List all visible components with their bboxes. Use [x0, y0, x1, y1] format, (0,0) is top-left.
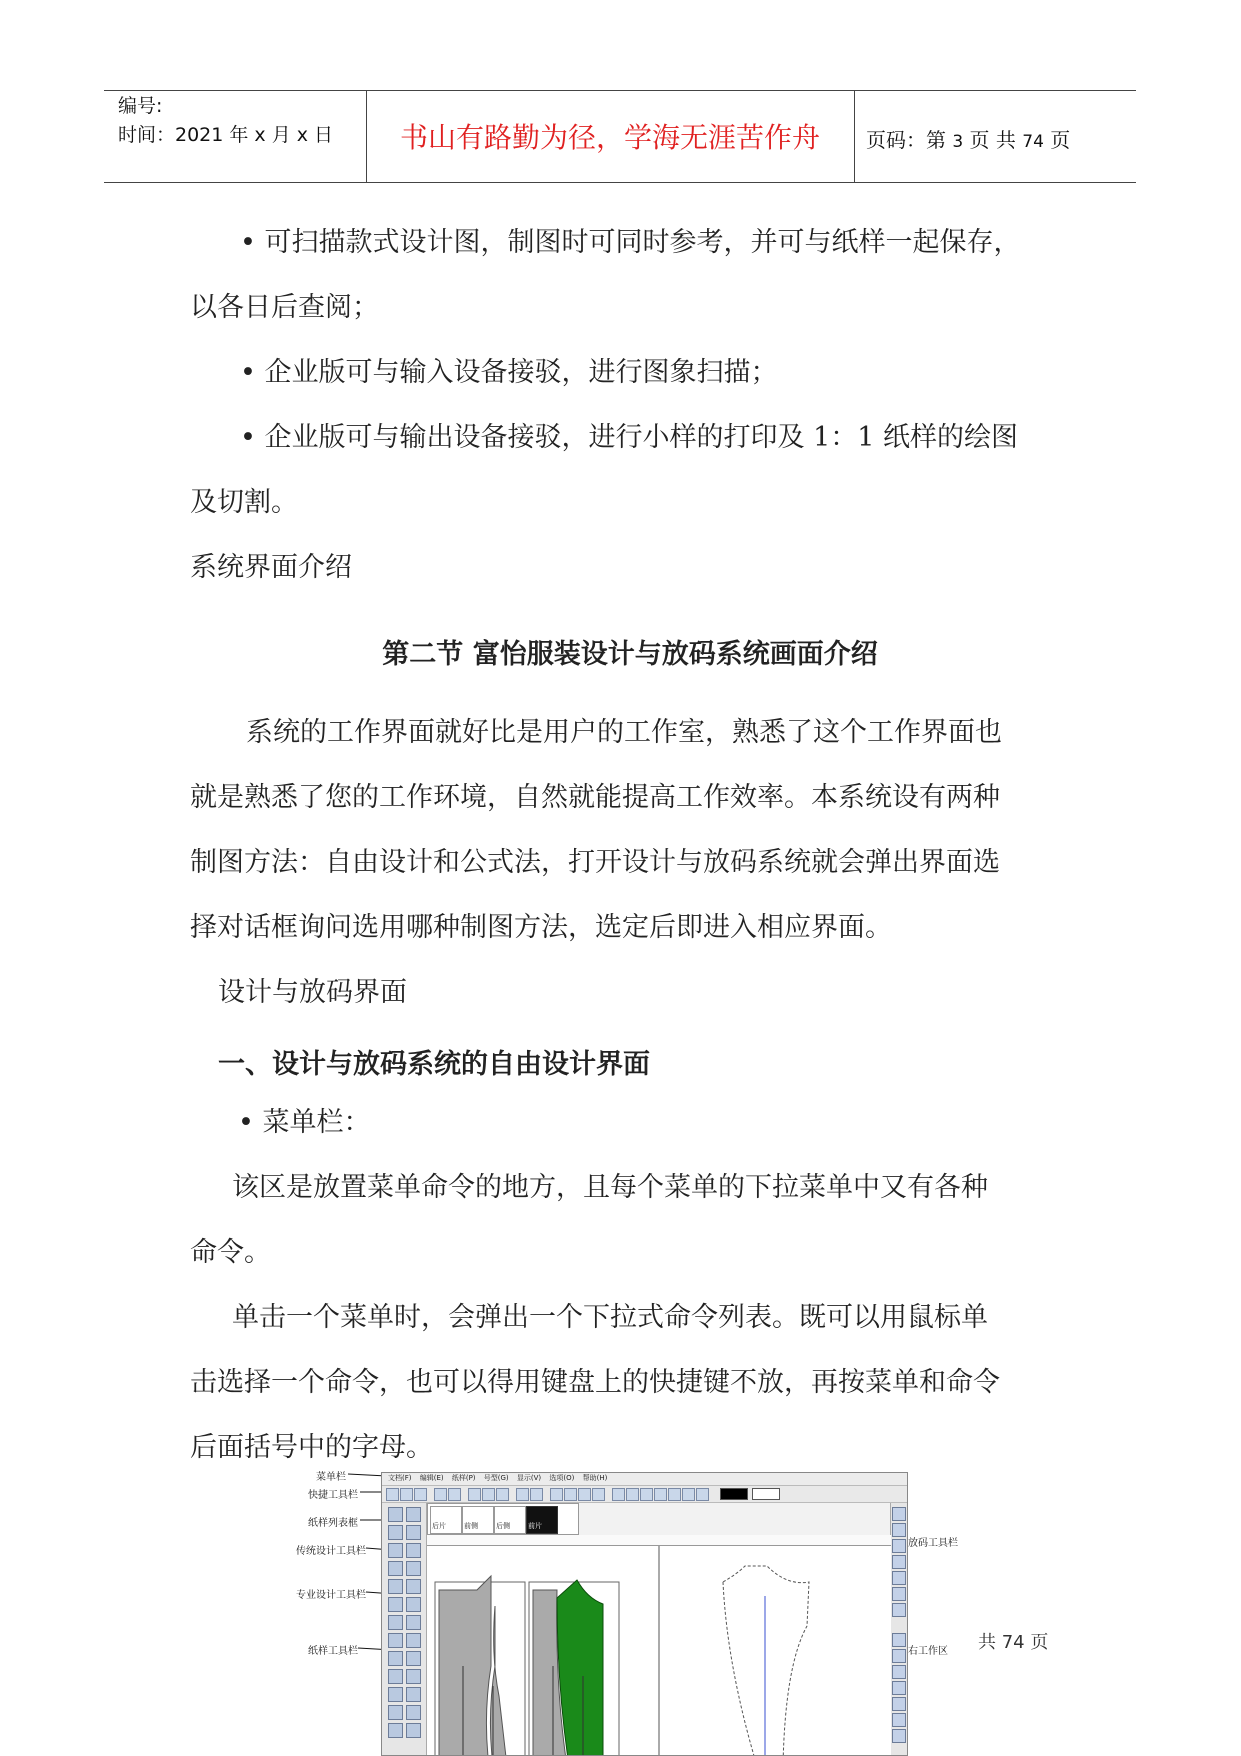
label-menubar: 菜单栏: [316, 1472, 346, 1483]
para1-line3: 制图方法：自由设计和公式法，打开设计与放码系统就会弹出界面选: [190, 847, 1000, 878]
tool-icon[interactable]: [668, 1488, 681, 1501]
undo-icon[interactable]: [434, 1488, 447, 1501]
app-piece-list: [427, 1503, 579, 1535]
label-piece-list: 纸样列表框: [308, 1518, 358, 1529]
app-grading-toolbar: [890, 1503, 907, 1756]
tool-icon[interactable]: [388, 1687, 403, 1702]
tool-icon[interactable]: [468, 1488, 481, 1501]
tool-icon[interactable]: [612, 1488, 625, 1501]
header-motto: 书山有路勤为径，学海无涯苦作舟: [399, 121, 820, 154]
design-ui-label: 设计与放码界面: [218, 977, 407, 1008]
grading-tool-icon[interactable]: [892, 1523, 906, 1537]
app-work-area: [427, 1546, 891, 1756]
pattern-drawing: [427, 1546, 891, 1756]
menu-pattern[interactable]: 纸样(P): [451, 1474, 476, 1482]
grading-tool-icon[interactable]: [892, 1571, 906, 1585]
grading-tool-icon[interactable]: [892, 1603, 906, 1617]
tool-icon[interactable]: [406, 1543, 421, 1558]
tool-icon[interactable]: [682, 1488, 695, 1501]
footer-suffix: 页: [1030, 1632, 1049, 1653]
menu-view[interactable]: 显示(V): [516, 1474, 542, 1482]
new-icon[interactable]: [386, 1488, 399, 1501]
footer-prefix: 共: [978, 1632, 996, 1653]
tool-icon[interactable]: [406, 1615, 421, 1630]
tool-icon[interactable]: [550, 1488, 563, 1501]
app-quick-toolbar: [382, 1486, 907, 1503]
grading-tool-icon[interactable]: [892, 1713, 906, 1727]
heading-free-design: 一、设计与放码系统的自由设计界面: [218, 1049, 650, 1080]
tool-icon[interactable]: [406, 1579, 421, 1594]
tool-icon[interactable]: [406, 1561, 421, 1576]
piece-thumb[interactable]: [430, 1506, 462, 1534]
page-total: 74: [1022, 132, 1044, 152]
tool-icon[interactable]: [496, 1488, 509, 1501]
page-prefix: 页码：第: [866, 128, 946, 152]
para1-line4: 择对话框询问选用哪种制图方法，选定后即进入相应界面。: [190, 912, 892, 943]
para3-line2: 击选择一个命令，也可以得用键盘上的快捷键不放，再按菜单和命令: [190, 1367, 1000, 1398]
bullet-output-cont: 及切割。: [190, 487, 298, 518]
grading-tool-icon[interactable]: [892, 1649, 906, 1663]
graded-pattern-outline: [723, 1566, 809, 1756]
menu-options[interactable]: 选项(O): [549, 1474, 575, 1482]
grading-tool-icon[interactable]: [892, 1587, 906, 1601]
grading-tool-icon[interactable]: [892, 1507, 906, 1521]
header-bottom-rule: [104, 182, 1136, 183]
para3-line1: 单击一个菜单时，会弹出一个下拉式命令列表。既可以用鼠标单: [232, 1302, 988, 1333]
save-icon[interactable]: [414, 1488, 427, 1501]
line-style-select[interactable]: [752, 1488, 780, 1500]
para1-line2: 就是熟悉了您的工作环境，自然就能提高工作效率。本系统设有两种: [190, 782, 1000, 813]
zoom-icon[interactable]: [388, 1507, 403, 1522]
label-right-work: 右工作区: [908, 1646, 948, 1657]
tool-icon[interactable]: [388, 1651, 403, 1666]
pattern-piece-front: [557, 1580, 603, 1756]
line-color-select[interactable]: [720, 1488, 748, 1500]
app-menubar: [382, 1473, 907, 1486]
label-quick-toolbar: 快捷工具栏: [308, 1490, 358, 1501]
page-current: 3: [952, 132, 964, 152]
grading-tool-icon[interactable]: [892, 1555, 906, 1569]
grading-tool-icon[interactable]: [892, 1681, 906, 1695]
tool-icon[interactable]: [388, 1579, 403, 1594]
bullet-scan-cont: 以各日后查阅；: [190, 292, 379, 323]
section-title: 第二节 富怡服装设计与放码系统画面介绍: [382, 639, 878, 670]
menu-help[interactable]: 帮助(H): [582, 1474, 608, 1482]
bullet-scan: • 可扫描款式设计图，制图时可同时参考，并可与纸样一起保存，: [240, 227, 1021, 258]
menu-file[interactable]: 文档(F): [388, 1474, 412, 1482]
footer-total: 74: [1001, 1632, 1025, 1653]
header-divider-left: [366, 90, 367, 183]
select-icon[interactable]: [406, 1507, 421, 1522]
software-window: [381, 1472, 908, 1756]
tool-icon[interactable]: [388, 1705, 403, 1720]
tool-icon[interactable]: [564, 1488, 577, 1501]
bullet-output: • 企业版可与输出设备接驳，进行小样的打印及 1：1 纸样的绘图: [240, 422, 1019, 453]
tool-icon[interactable]: [388, 1669, 403, 1684]
grading-tool-icon[interactable]: [892, 1729, 906, 1743]
label-grading-toolbar: 放码工具栏: [908, 1538, 958, 1549]
tool-icon[interactable]: [640, 1488, 653, 1501]
tool-icon[interactable]: [578, 1488, 591, 1501]
tool-icon[interactable]: [388, 1633, 403, 1648]
tool-icon[interactable]: [406, 1525, 421, 1540]
tool-icon[interactable]: [406, 1705, 421, 1720]
tool-icon[interactable]: [482, 1488, 495, 1501]
piece-name: 后片: [432, 1522, 446, 1530]
menu-edit[interactable]: 编辑(E): [419, 1474, 444, 1482]
page-mid: 页 共: [969, 128, 1016, 152]
piece-thumb[interactable]: [494, 1506, 526, 1534]
piece-thumb[interactable]: [462, 1506, 494, 1534]
app-ruler: [427, 1535, 891, 1546]
para1-line1: 系统的工作界面就好比是用户的工作室，熟悉了这个工作界面也: [246, 717, 1002, 748]
menubar-bullet: • 菜单栏：: [238, 1107, 371, 1138]
system-intro: 系统界面介绍: [190, 552, 352, 583]
header-meta: [118, 92, 333, 150]
grading-tool-icon[interactable]: [892, 1633, 906, 1647]
menu-size[interactable]: 号型(G): [483, 1474, 509, 1482]
tool-icon[interactable]: [388, 1615, 403, 1630]
tool-icon[interactable]: [406, 1687, 421, 1702]
tool-icon[interactable]: [388, 1723, 403, 1738]
tool-icon[interactable]: [530, 1488, 543, 1501]
label-pattern-toolbar: 纸样工具栏: [308, 1646, 358, 1657]
para2-line2: 命令。: [190, 1237, 271, 1268]
tool-icon[interactable]: [592, 1488, 605, 1501]
piece-name: 后侧: [496, 1522, 510, 1530]
header-divider-right: [854, 90, 855, 183]
tool-icon[interactable]: [406, 1597, 421, 1612]
grading-tool-icon[interactable]: [892, 1665, 906, 1679]
label-traditional-toolbar: 传统设计工具栏: [296, 1546, 366, 1557]
tool-icon[interactable]: [406, 1723, 421, 1738]
tool-icon[interactable]: [388, 1561, 403, 1576]
header-top-rule: [104, 90, 1136, 91]
piece-name: 前片: [528, 1522, 542, 1530]
interface-screenshot-figure: [296, 1468, 956, 1754]
time-label: 时间：2021 年 x 月 x 日: [118, 124, 334, 146]
tool-icon[interactable]: [388, 1543, 403, 1558]
bullet-input: • 企业版可与输入设备接驳，进行图象扫描；: [240, 357, 778, 388]
open-icon[interactable]: [400, 1488, 413, 1501]
tool-icon[interactable]: [654, 1488, 667, 1501]
footer-total-pages: [978, 1628, 1048, 1654]
tool-icon[interactable]: [696, 1488, 709, 1501]
piece-thumb-selected[interactable]: [526, 1506, 558, 1534]
tool-icon[interactable]: [516, 1488, 529, 1501]
tool-icon[interactable]: [406, 1651, 421, 1666]
grading-tool-icon[interactable]: [892, 1697, 906, 1711]
para2-line1: 该区是放置菜单命令的地方，且每个菜单的下拉菜单中又有各种: [232, 1172, 988, 1203]
grading-tool-icon[interactable]: [892, 1539, 906, 1553]
tool-icon[interactable]: [406, 1633, 421, 1648]
tool-icon[interactable]: [406, 1669, 421, 1684]
page-suffix: 页: [1050, 128, 1071, 152]
label-pro-toolbar: 专业设计工具栏: [296, 1590, 366, 1601]
pen-icon[interactable]: [388, 1525, 403, 1540]
pattern-piece-back: [439, 1576, 491, 1756]
tool-icon[interactable]: [626, 1488, 639, 1501]
tool-icon[interactable]: [388, 1597, 403, 1612]
para3-line3: 后面括号中的字母。: [190, 1432, 433, 1463]
header-page-number: [866, 124, 1070, 153]
number-label: 编号:: [118, 95, 163, 117]
piece-name: 前侧: [464, 1522, 478, 1530]
redo-icon[interactable]: [448, 1488, 461, 1501]
app-left-toolbars: [382, 1503, 427, 1756]
